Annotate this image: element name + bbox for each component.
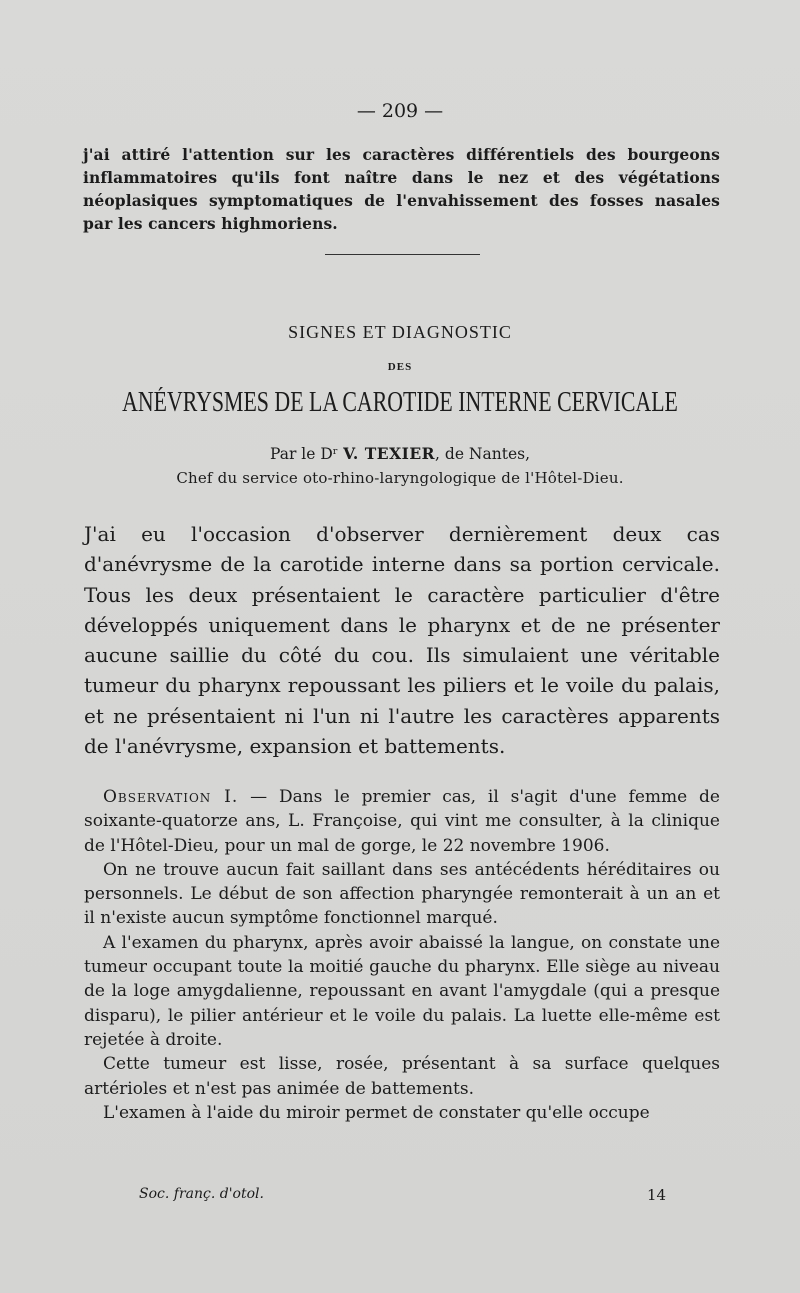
intro-paragraph: j'ai attiré l'attention sur les caractères différentiels des bourgeons inflammatoires qu'ils font naître dans le nez et des végétations néoplasiques symptomatiques de l'envahissement des fosses nasales par les cancers highmoriens. [83,145,720,233]
observation-text: — Dans le premier cas, il s'agit d'une femme de soixante-quatorze ans, L. Françoise, qui vint me consulter, à la clinique de l'Hôtel-Dieu, pour un mal de gorge, le 22 novembre 1906. [84,787,720,856]
body-paragraph: Cette tumeur est lisse, rosée, présentant à sa surface quelques artérioles et n'est pas animée de battements. [84,1054,720,1099]
page-number: — 209 — [356,100,444,122]
observation-paragraph [84,785,720,858]
lead-paragraph: J'ai eu l'occasion d'observer dernièrement deux cas d'anévrysme de la carotide interne dans sa portion cervicale. Tous les deux présentaient le caractère particulier d'être développés uniquement dans le pharynx et de ne présenter aucune saillie du côté du cou. Ils simulaient une véritable tumeur du pharynx repoussant les piliers et le voile du palais, et ne présentaient ni l'un ni l'autre les caractères apparents de l'anévrysme, expansion et battements. [84,522,720,759]
footer-journal: Soc. franç. d'otol. [139,1186,264,1202]
body-paragraph: L'examen à l'aide du miroir permet de constater qu'elle occupe [103,1102,650,1123]
article-title-line-1: SIGNES ET DIAGNOSTIC [288,322,512,342]
observation-label: Observation I. [103,787,239,807]
author-affiliation: Chef du service oto-rhino-laryngologique de l'Hôtel-Dieu. [176,469,624,487]
section-divider [325,254,480,255]
body-paragraph: On ne trouve aucun fait saillant dans ses antécédents héréditaires ou personnels. Le début de son affection pharyngée remonterait à un an et il n'existe aucun symptôme fonctionnel marqué. [84,859,720,929]
byline [0,444,800,463]
article-title-main: ANÉVRYSMES DE LA CAROTIDE INTERNE CERVICALE [122,387,678,418]
author-name: V. TEXIER [343,444,436,463]
footer-signature-mark: 14 [647,1186,667,1204]
byline-prefix: Par le Dʳ [270,445,344,463]
byline-suffix: , de Nantes, [435,445,530,463]
article-title-line-2: DES [387,361,413,373]
body-paragraph: A l'examen du pharynx, après avoir abaissé la langue, on constate une tumeur occupant toute la moitié gauche du pharynx. Elle siège au niveau de la loge amygdalienne, repoussant en avant l'amygdale (qui a presque disparu), le pilier antérieur et le voile du palais. La luette elle-même est rejetée à droite. [84,932,720,1050]
body-text [84,785,720,1125]
